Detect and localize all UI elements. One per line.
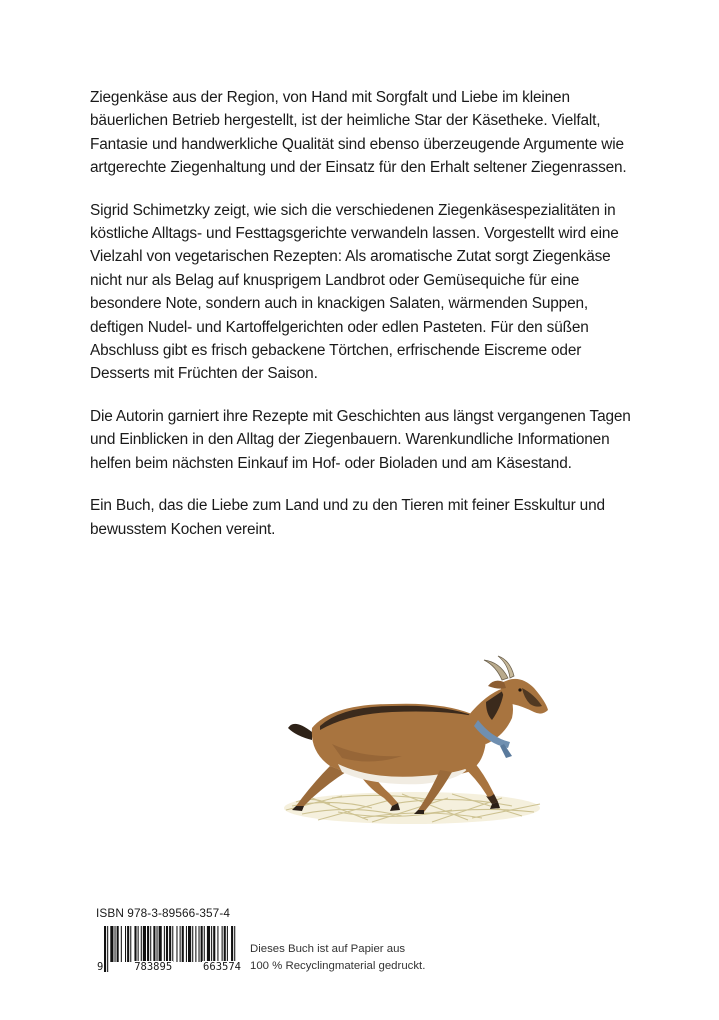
barcode-digits xyxy=(96,961,242,973)
isbn-barcode xyxy=(96,926,242,984)
blurb-paragraph-1: Ziegenkäse aus der Region, von Hand mit Sorgfalt und Liebe im kleinen bäuerlichen Betrieb hergestellt, ist der heimliche Star der Käsetheke. Vielfalt, Fantasie und handwerkliche Qualität sind ebenso überzeugende Argumente wie artgerechte Ziegenhaltung und der Einsatz für den Erhalt seltener Ziegenrassen. xyxy=(90,89,627,177)
blurb-paragraph-2: Sigrid Schimetzky zeigt, wie sich die verschiedenen Ziegenkäsespezialitäten in köstliche Alltags- und Festtagsgerichte verwandeln lassen. Vorgestellt wird eine Vielzahl von vegetarischen Rezepten: Als aromatische Zutat sorgt Ziegenkäse nicht nur als Belag auf knusprigem Landbrot oder Gemüsequiche für eine besondere Note, sondern auch in knackigen Salaten, wärmenden Suppen, deftigen Nudel- und Kartoffelgerichten oder edlen Pasteten. Für den süßen Abschluss gibt es frisch gebackene Törtchen, erfrischende Eiscreme oder Desserts mit Früchten der Saison. xyxy=(90,201,619,383)
barcode-bar xyxy=(117,926,119,962)
barcode-bar xyxy=(180,926,181,962)
barcode-first-digit: 9 xyxy=(97,961,104,973)
barcode-bar xyxy=(227,926,228,962)
barcode-bar xyxy=(207,926,210,962)
barcode-bar xyxy=(201,926,203,962)
recycling-note-line-1: Dieses Buch ist auf Papier aus xyxy=(250,943,406,955)
barcode-bar xyxy=(164,926,165,962)
barcode-bar xyxy=(231,926,233,962)
barcode-bar xyxy=(188,926,191,962)
barcode-bar xyxy=(192,926,193,962)
barcode-bar xyxy=(121,926,122,962)
barcode-bar xyxy=(147,926,149,962)
barcode-bar xyxy=(182,926,184,962)
barcode-bar xyxy=(125,926,126,962)
barcode-bar xyxy=(153,926,155,962)
barcode-bar xyxy=(199,926,200,962)
barcode-bar xyxy=(186,926,187,962)
barcode-bar xyxy=(222,926,223,962)
barcode-bar xyxy=(204,926,205,962)
barcode-bar xyxy=(127,926,129,962)
barcode-bar xyxy=(176,926,177,962)
blurb-paragraph-4: Ein Buch, das die Liebe zum Land und zu den Tieren mit feiner Esskultur und bewusstem Kochen vereint. xyxy=(90,497,605,538)
barcode-bar xyxy=(110,926,113,962)
barcode-bar xyxy=(211,926,212,962)
straw-bed xyxy=(284,792,540,824)
barcode-bar xyxy=(138,926,139,962)
barcode-bar xyxy=(217,926,218,962)
barcode-bar xyxy=(150,926,151,962)
recycling-note-line-2: 100 % Recyclingmaterial gedruckt. xyxy=(250,960,426,972)
barcode-bar xyxy=(172,926,173,962)
recycling-note xyxy=(250,941,425,975)
barcode-bar xyxy=(134,926,136,962)
barcode-bar xyxy=(143,926,146,962)
isbn-number: ISBN 978-3-89566-357-4 xyxy=(96,906,231,920)
barcode-left-digits: 783895 xyxy=(134,961,173,973)
barcode-bar xyxy=(130,926,131,962)
barcode-bar xyxy=(166,926,168,962)
barcode-bar xyxy=(195,926,196,962)
blurb-paragraph-3: Die Autorin garniert ihre Rezepte mit Geschichten aus längst vergangenen Tagen und Einblicken in den Alltag der Ziegenbauern. Warenkundliche Informationen helfen beim nächsten Einkauf im Hof- oder Bioladen und am Käsestand. xyxy=(90,407,631,472)
barcode-bar xyxy=(159,926,162,962)
back-cover-blurb xyxy=(90,86,642,560)
barcode-bar xyxy=(115,926,116,962)
barcode-right-digits: 663574 xyxy=(203,961,241,973)
goat-illustration xyxy=(272,648,562,832)
barcode-bar xyxy=(141,926,142,962)
barcode-bar xyxy=(157,926,158,962)
barcode-bar xyxy=(224,926,226,962)
barcode-bar xyxy=(213,926,215,962)
